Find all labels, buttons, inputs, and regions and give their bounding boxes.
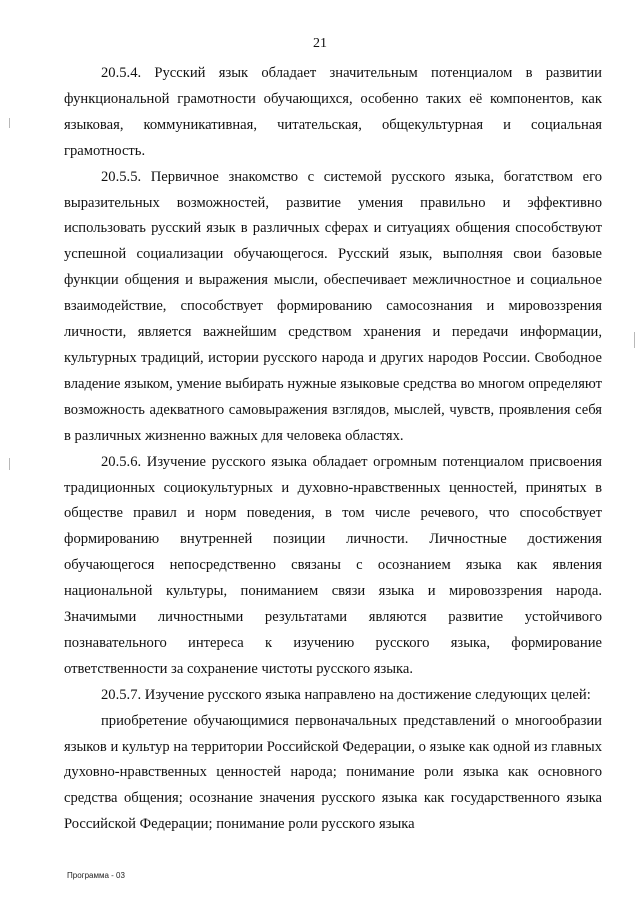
paragraph-20-5-4: 20.5.4. Русский язык обладает значительным потенциалом в развитии функциональной грамотности обучающихся, особенно таких её компонентов, как языковая, коммуникативная, читательская, общекультурная и социальная грамотность. — [64, 65, 602, 159]
paragraph-20-5-6: 20.5.6. Изучение русского языка обладает огромным потенциалом присвоения традиционных социокультурных и духовно-нравственных ценностей, принятых в обществе правил и норм поведения, в том числе речевого, что способствует формированию внутренней позиции личности. Личностные достижения обучающегося непосредственно связаны с осознанием языка как явления национальной культуры, пониманием связи языка и мировоззрения народа. Значимыми личностными результатами являются развитие устойчивого познавательного интереса к изучению русского языка, формирование ответственности за сохранение чистоты русского языка. — [64, 453, 602, 677]
scan-edge-mark — [634, 332, 635, 348]
paragraph-20-5-5: 20.5.5. Первичное знакомство с системой русского языка, богатством его выразительных возможностей, развитие умения правильно и эффективно использовать русский язык в различных сферах и ситуациях общения способствуют успешной социализации обучающегося. Русский язык, выполняя свои базовые функции общения и выражения мысли, обеспечивает межличностное и социальное взаимодействие, способствует формированию самосознания и мировоззрения личности, является важнейшим средством хранения и передачи информации, культурных традиций, истории русского народа и других народов России. Свободное владение языком, умение выбирать нужные языковые средства во многом определяют возможность адекватного самовыражения взглядов, мыслей, чувств, проявления себя в различных жизненно важных для человека областях. — [64, 168, 602, 444]
page-number: 21 — [313, 36, 327, 51]
paragraph-goals-item: приобретение обучающимися первоначальных представлений о многообразии языков и культур на территории Российской Федерации, о языке как одной из главных духовно-нравственных ценностей народа; понимание роли языка как основного средства общения; осознание значения русского языка как государственного языка Российской Федерации; понимание роли русского языка — [64, 712, 602, 833]
scan-edge-mark — [9, 118, 10, 128]
paragraph-20-5-7: 20.5.7. Изучение русского языка направлено на достижение следующих целей: — [101, 686, 591, 703]
document-body — [64, 61, 602, 838]
footer-program-label: Программа - 03 — [67, 871, 125, 880]
scan-edge-mark — [9, 458, 10, 470]
